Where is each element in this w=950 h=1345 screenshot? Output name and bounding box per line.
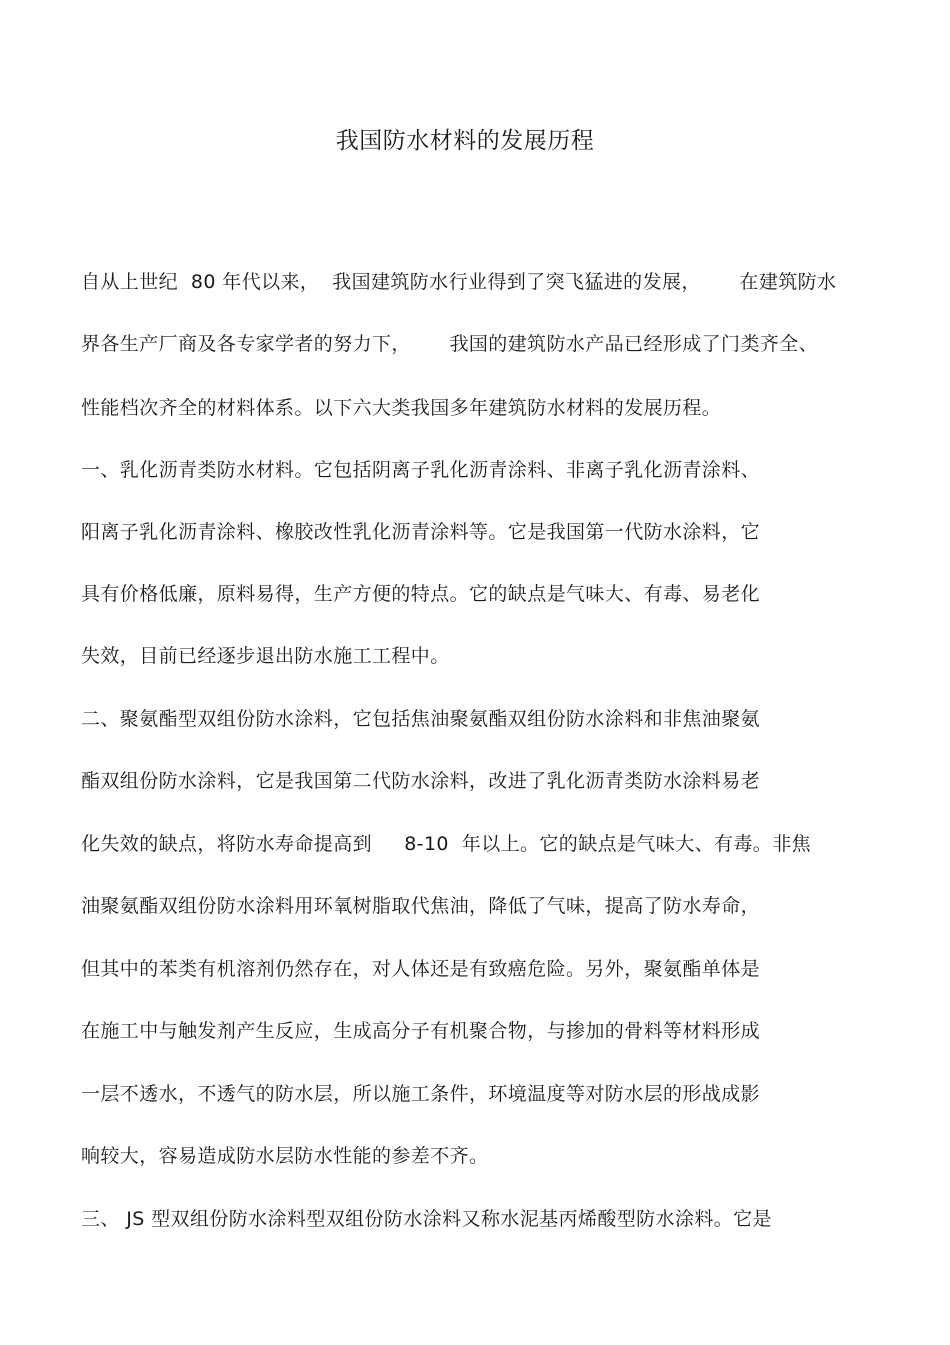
paragraph-line: 油聚氨酯双组份防水涂料用环氧树脂取代焦油，降低了气味，提高了防水寿命， [81,895,761,917]
paragraph-line: 二、聚氨酯型双组份防水涂料，它包括焦油聚氨酯双组份防水涂料和非焦油聚氨 [81,708,761,730]
paragraph-line: 在施工中与触发剂产生反应，生成高分子有机聚合物，与掺加的骨料等材料形成 [81,1020,761,1042]
paragraph-line: 但其中的苯类有机溶剂仍然存在，对人体还是有致癌危险。另外，聚氨酯单体是 [81,958,761,980]
paragraph-line: 自从上世纪 80 年代以来， 我国建筑防水行业得到了突飞猛进的发展， 在建筑防水 [81,271,837,293]
paragraph-line: 一、乳化沥青类防水材料。它包括阴离子乳化沥青涂料、非离子乳化沥青涂料、 [81,459,761,481]
document-title: 我国防水材料的发展历程 [335,128,595,154]
paragraph-line: 性能档次齐全的材料体系。以下六大类我国多年建筑防水材料的发展历程。 [81,397,722,419]
paragraph-line: 界各生产厂商及各专家学者的努力下， 我国的建筑防水产品已经形成了门类齐全、 [81,333,819,355]
paragraph-line: 阳离子乳化沥青涂料、橡胶改性乳化沥青涂料等。它是我国第一代防水涂料，它 [81,521,761,543]
paragraph-line: 响较大，容易造成防水层防水性能的参差不齐。 [81,1145,489,1167]
paragraph-line: 具有价格低廉，原料易得，生产方便的特点。它的缺点是气味大、有毒、易老化 [81,583,761,605]
paragraph-line: 三、 JS 型双组份防水涂料型双组份防水涂料又称水泥基丙烯酸型防水涂料。它是 [81,1208,772,1230]
paragraph-line: 失效，目前已经逐步退出防水施工工程中。 [81,645,450,667]
paragraph-line: 化失效的缺点，将防水寿命提高到 8-10 年以上。它的缺点是气味大、有毒。非焦 [81,833,811,855]
paragraph-line: 一层不透水，不透气的防水层，所以施工条件，环境温度等对防水层的形战成影 [81,1083,761,1105]
paragraph-line: 酯双组份防水涂料，它是我国第二代防水涂料，改进了乳化沥青类防水涂料易老 [81,770,761,792]
